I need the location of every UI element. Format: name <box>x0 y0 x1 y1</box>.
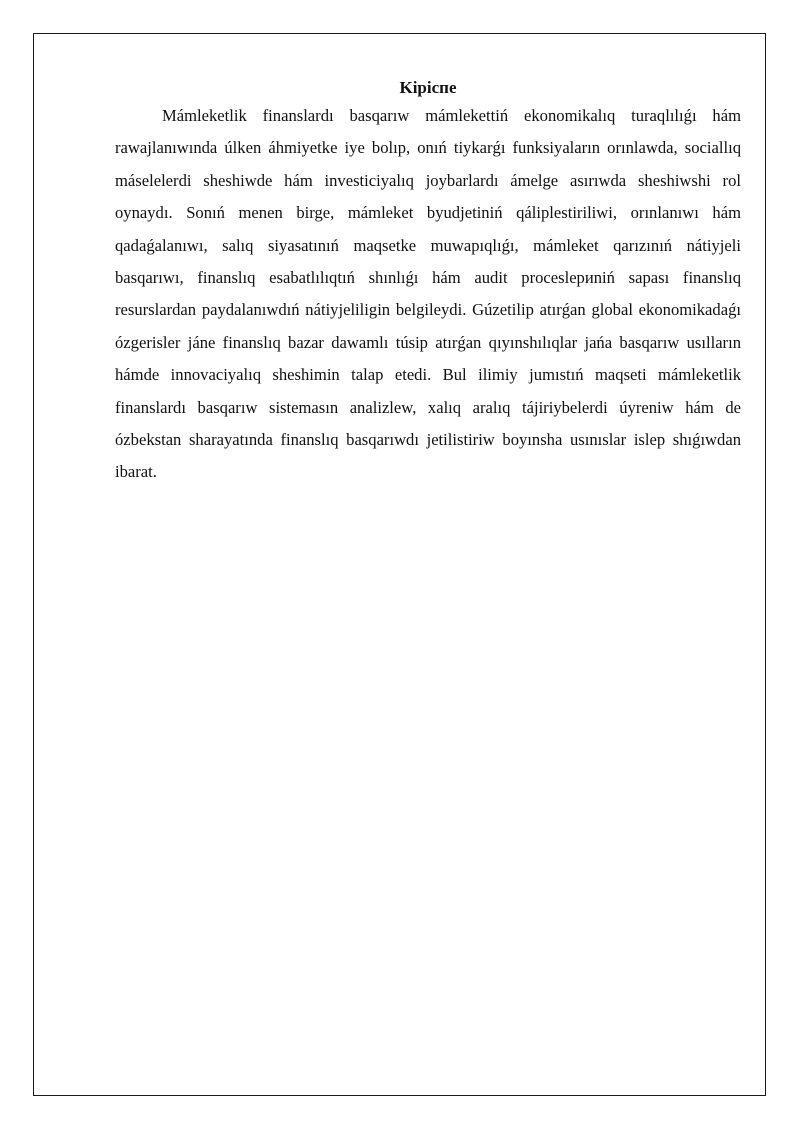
body-paragraph: Mámleketlik finanslardı basqarıw mámlekettiń ekonomikalıq turaqlılıǵı hám rawajlanıwında úlken áhmiyetke iye bolıp, onıń tiykarǵı funksiyaların orınlawda, sociallıq máselelerdi sheshiwde hám investiciyalıq joybarlardı ámelge asırıwda sheshiwshi rol oynaydı. Sonıń menen birge, mámleket byudjetiniń qáliplestiriliwi, orınlanıwı hám qadaǵalanıwı, salıq siyasatınıń maqsetke muwapıqlıǵı, mámleket qarızınıń nátiyjeli basqarıwı, finanslıq esabatlılıqtıń shınlıǵı hám audit proceslериniń sapası finanslıq resurslardan paydalanıwdıń nátiyjeliligin belgileydi. Gúzetilip atırǵan global ekonomikadaǵı ózgerisler jáne finanslıq bazar dawamlı túsip atırǵan qıyınshılıqlar jańa basqarıw usılların hámde innovaciyalıq sheshimin talap etedi. Bul ilimiy jumıstıń maqseti mámleketlik finanslardı basqarıw sistemasın analizlew, xalıq aralıq tájiriybelerdi úyreniw hám de ózbekstan sharayatında finanslıq basqarıwdı jetilistiriw boyınsha usınıslar islep shıǵıwdan ibarat. <box>115 106 741 482</box>
document-body <box>115 76 741 489</box>
page-title: Kipicпе <box>399 78 457 97</box>
